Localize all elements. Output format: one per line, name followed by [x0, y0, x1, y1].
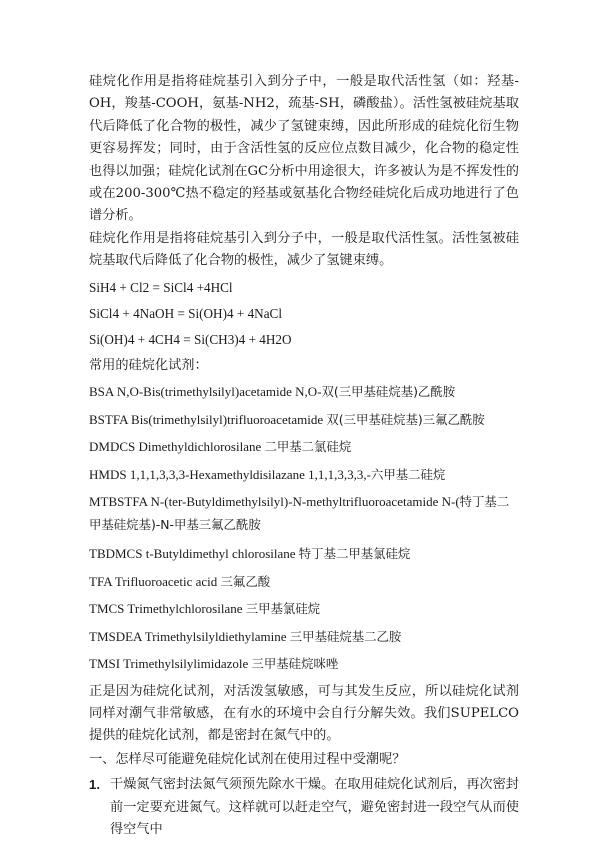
reagent-chinese-name: 三甲基硅烷咪唑: [251, 656, 339, 671]
reagent-entry: [89, 491, 519, 537]
reagent-code: TBDMCS t-Butyldimethyl chlorosilane: [89, 546, 299, 561]
reagent-entry: [89, 409, 519, 432]
reagent-code: BSTFA Bis(trimethylsilyl)trifluoroacetamide: [89, 411, 327, 427]
reagent-entry: [89, 626, 519, 649]
reagent-code: HMDS 1,1,1,3,3,3-Hexamethyldisilazane 1,1,1,3,3,3,-: [89, 466, 371, 482]
intro-paragraph: 硅烷化作用是指将硅烷基引入到分子中，一般是取代活性氢（如：羟基-OH，羧基-COOH，氨基-NH2，巯基-SH，磷酸盐）。活性氢被硅烷基取代后降低了化合物的极性，减少了氢键束缚，因此所形成的硅烷化衍生物更容易挥发；同时，由于含活性氢的反应位点数目减少，化合物的稳定性也得以加强；硅烷化试剂在GC分析中用途很大，许多被认为是不挥发性的或在200-300℃热不稳定的羟基或氨基化合物经硅烷化后成功地进行了色谱分析。: [89, 74, 519, 224]
reagent-entry: [89, 598, 519, 621]
reagent-entry: [89, 381, 519, 404]
reagent-chinese-name: 三氟乙酸: [220, 573, 271, 589]
reagent-chinese-name: 三甲基氯硅烷: [245, 601, 321, 616]
section-heading: 一、怎样尽可能避免硅烷化试剂在使用过程中受潮呢？: [89, 751, 406, 767]
equation-line: SiCl4 + 4NaOH = Si(OH)4 + 4NaCl: [89, 306, 283, 321]
reagent-code: DMDCS Dimethyldichlorosilane: [89, 439, 265, 454]
list-item-number: 1.: [89, 777, 100, 793]
reagent-chinese-name: 特丁基二甲基硅烷基)-N-甲基三氟乙酰胺: [89, 494, 510, 532]
reagent-chinese-name: 二甲基二氯硅烷: [264, 439, 352, 454]
reagent-code: MTBSTFA N-(ter-Butyldimethylsilyl)-N-methyltrifluoroacetamide N-(: [89, 494, 460, 509]
list-item-text: 干燥氮气密封法氮气须预先除水干燥。在取用硅烷化试剂后，再次密封前一定要充进氮气。这样就可以赶走空气，避免密封进一段空气从而使得空气中: [110, 777, 519, 837]
reagent-code: TMSI Trimethylsilylimidazole: [89, 656, 252, 671]
equation-line: Si(OH)4 + 4CH4 = Si(CH3)4 + 4H2O: [89, 332, 292, 347]
reagent-chinese-name: 三甲基硅烷基二乙胺: [289, 628, 402, 644]
reagent-entry: [89, 543, 519, 566]
reagent-code: TFA Trifluoroacetic acid: [89, 573, 221, 589]
document-page: [89, 71, 519, 841]
reagent-chinese-name: 六甲基二硅烷: [370, 466, 446, 482]
reagent-entry: [89, 571, 519, 594]
definition-paragraph: 硅烷化作用是指将硅烷基引入到分子中，一般是取代活性氢。活性氢被硅烷基取代后降低了化合物的极性，减少了氢键束缚。: [89, 231, 519, 269]
moisture-paragraph: 正是因为硅烷化试剂，对活泼氢敏感，可与其发生反应，所以硅烷化试剂同样对潮气非常敏感，在有水的环境中会自行分解失效。我们SUPELCO提供的硅烷化试剂，都是密封在氮气中的。: [89, 683, 519, 744]
reagent-entry: [89, 464, 519, 487]
reagent-code: TMSDEA Trimethylsilyldiethylamine: [89, 628, 290, 644]
reagent-entry: [89, 436, 519, 459]
reagent-code: TMCS Trimethylchlorosilane: [89, 601, 246, 616]
reagent-entry: [89, 653, 519, 676]
reagent-chinese-name: 双(三甲基硅烷基)乙酰胺: [321, 384, 456, 399]
reagent-chinese-name: 特丁基二甲基氯硅烷: [298, 546, 411, 561]
reagent-code: BSA N,O-Bis(trimethylsilyl)acetamide N,O-: [89, 384, 322, 399]
reagent-chinese-name: 双(三甲基硅烷基)三氟乙酰胺: [326, 411, 485, 427]
equation-line: SiH4 + Cl2 = SiCl4 +4HCl: [89, 280, 233, 295]
list-item: [89, 774, 519, 841]
reagents-heading: 常用的硅烷化试剂：: [89, 358, 208, 373]
